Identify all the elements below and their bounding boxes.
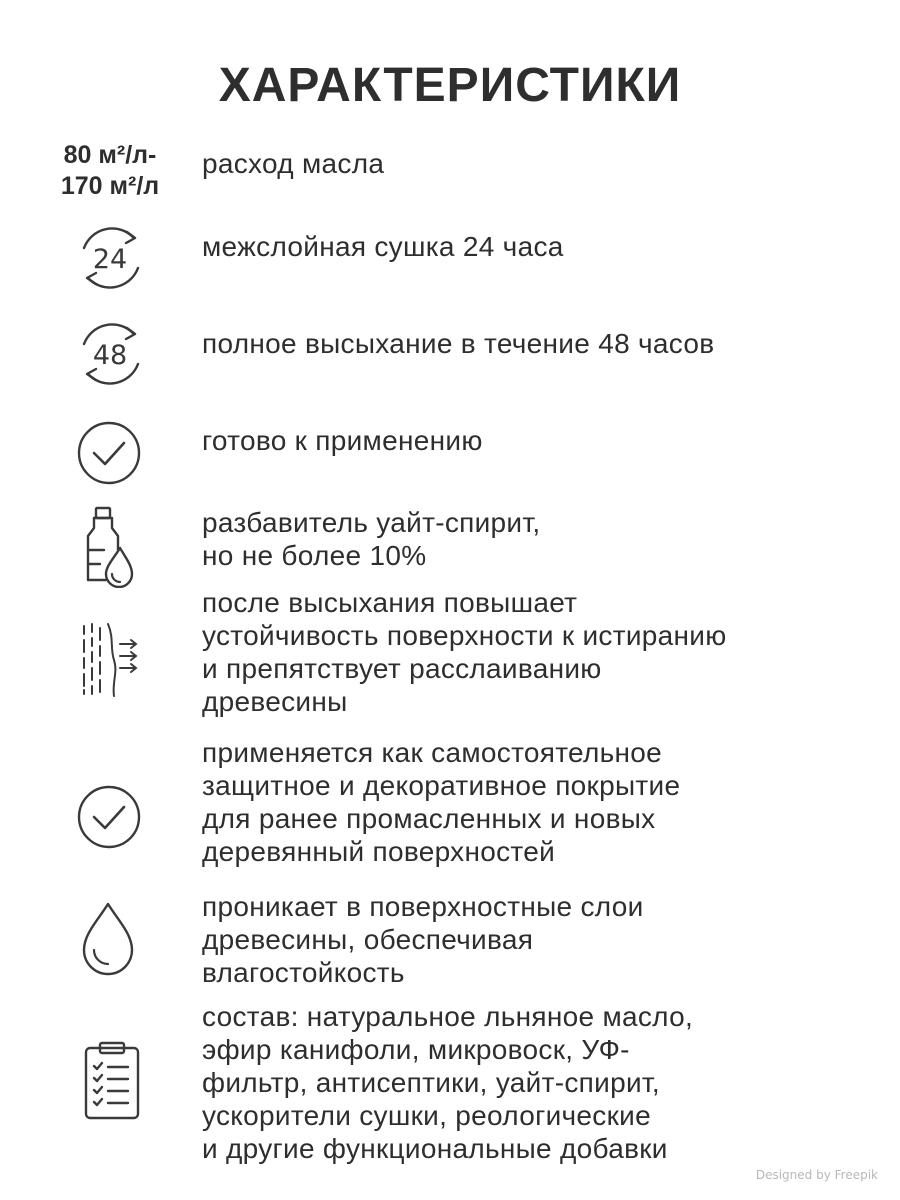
feature-text-consumption: [202, 147, 384, 180]
feature-line: древесины: [202, 686, 348, 717]
feature-line: эфир канифоли, микровоск, УФ-: [202, 1034, 630, 1065]
bottle-drop-icon: [84, 506, 140, 588]
feature-line: защитное и декоративное покрытие: [202, 770, 681, 801]
feature-line: но не более 10%: [202, 540, 427, 571]
feature-text-abrasion: [202, 586, 727, 718]
feature-text-thinner: [202, 506, 540, 572]
timer-24-label: 24: [92, 244, 128, 275]
consumption-rate: [40, 140, 180, 202]
check-circle-icon: [76, 420, 142, 486]
image-credit: Designed by Freepik: [755, 1168, 878, 1182]
feature-line: проникает в поверхностные слои: [202, 891, 644, 922]
timer-48-label: 48: [92, 340, 128, 371]
feature-line: готово к применению: [202, 425, 483, 456]
feature-text-penetration: [202, 890, 644, 989]
rate-line-2: 170 м²/л: [60, 172, 160, 200]
feature-line: полное высыхание в течение 48 часов: [202, 328, 715, 359]
feature-line: устойчивость поверхности к истиранию: [202, 620, 727, 651]
feature-line: древесины, обеспечивая: [202, 924, 534, 955]
timer-48-icon: [72, 318, 152, 390]
feature-text-ready-to-use: [202, 424, 483, 457]
feature-line: применяется как самостоятельное: [202, 737, 663, 768]
page-title: ХАРАКТЕРИСТИКИ: [218, 59, 682, 112]
feature-line: расход масла: [202, 148, 385, 179]
rate-line-1: 80 м²/л-: [63, 141, 157, 169]
feature-line: разбавитель уайт-спирит,: [202, 507, 541, 538]
feature-text-interlayer-drying: [202, 230, 564, 263]
feature-line: состав: натуральное льняное масло,: [202, 1001, 694, 1032]
feature-line: после высыхания повышает: [202, 587, 578, 618]
feature-line: ускорители сушки, реологические: [202, 1100, 651, 1131]
feature-line: деревянный поверхностей: [202, 836, 556, 867]
check-circle-icon: [76, 784, 142, 850]
clipboard-checklist-icon: [82, 1040, 142, 1122]
feature-text-standalone-coating: [202, 736, 680, 868]
feature-line: фильтр, антисептики, уайт-спирит,: [202, 1067, 660, 1098]
feature-line: и другие функциональные добавки: [202, 1133, 668, 1164]
wood-surface-icon: [78, 622, 142, 698]
feature-text-full-drying: [202, 327, 714, 360]
feature-line: влагостойкость: [202, 957, 405, 988]
feature-line: межслойная сушка 24 часа: [202, 231, 564, 262]
timer-24-icon: [72, 222, 152, 294]
feature-line: и препятствует расслаиванию: [202, 653, 602, 684]
feature-text-composition: [202, 1000, 693, 1165]
feature-line: для ранее промасленных и новых: [202, 803, 656, 834]
drop-icon: [78, 900, 138, 978]
